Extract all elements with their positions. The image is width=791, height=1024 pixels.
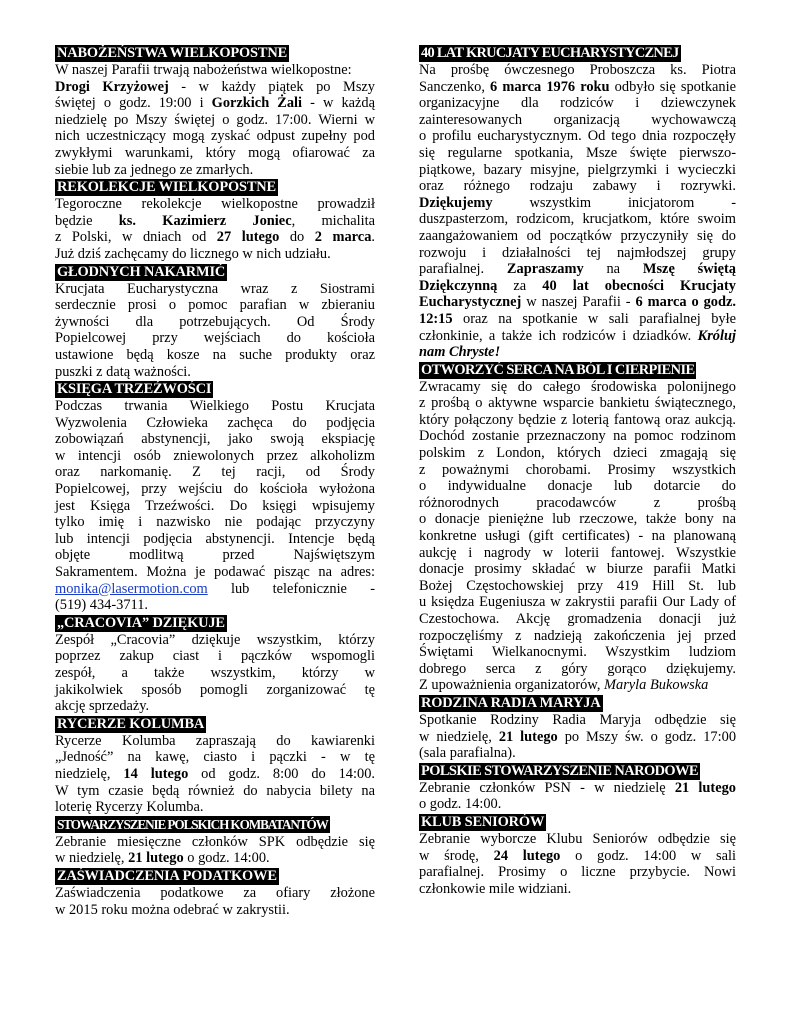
section-body <box>55 885 375 918</box>
section-header: KSIĘGA TRZEŹWOŚCI <box>57 381 212 398</box>
text-line: ustawione będą kosze na suche produkty oraz <box>55 346 375 363</box>
text-line: zainteresowanych organizacją wychowawczą <box>419 111 736 128</box>
text-line: który połączony będzie z loterią fantową oraz aukcją. <box>419 411 736 428</box>
email-link[interactable]: monika@lasermotion.com <box>55 580 208 597</box>
text-line: Zwracamy się do całego środowiska polonijnego <box>419 378 736 395</box>
text-line: Zaświadczenia podatkowe za ofiary złożone <box>55 884 375 901</box>
text-line: różnorodnych pracodawców z prośbą <box>419 494 736 511</box>
section-zaswiadczenia <box>55 867 375 918</box>
text-line: W tym czasie będą również do nabycia bilety na <box>55 782 375 799</box>
text-line: z Polski, w dniach od 27 lutego do 2 marca. <box>55 229 375 246</box>
text-line: oraz narkomanię. Z tej racji, od Środy <box>55 464 375 481</box>
section-header: STOWARZYSZENIE POLSKICH KOMBATANTÓW <box>57 816 328 832</box>
text-line: siebie lub za jednego ze zmarłych. <box>55 161 254 178</box>
section-header: NABOŻEŃSTWA WIELKOPOSTNE <box>57 45 288 61</box>
text-line: członkinie, a także ich rodziców i dziadków. Króluj <box>419 327 736 344</box>
text-line: w 2015 roku można odebrać w zakrystii. <box>55 901 290 918</box>
section-header: GŁODNYCH NAKARMIĆ <box>57 263 226 280</box>
section-body <box>55 834 375 867</box>
section-header: REKOLEKCJE WIELKOPOSTNE <box>57 179 276 196</box>
section-rycerze <box>55 715 375 816</box>
text-line: Zebranie wyborcze Klubu Seniorów odbędzie się <box>419 830 736 847</box>
text-line: rozwoju i działalności tej najmłodszej grupy <box>419 244 736 261</box>
text-line: akcję sprzedaży. <box>55 698 150 715</box>
text-line: w niedzielę, 21 lutego o godz. 14:00. <box>55 850 270 867</box>
text-line: nich uczestniczący mogą zyskać odpust zupełny pod <box>55 128 375 145</box>
text-line: jest Księga Trzeźwości. Do księgi wpisujemy <box>55 497 375 514</box>
text-line: z prośbą o aktywne wsparcie bankietu świątecznego, <box>419 395 736 412</box>
section-krucjata <box>419 44 736 361</box>
text-line: żywności dla potrzebujących. Od Środy <box>55 313 375 330</box>
text-line: lub intencji podjęcia abstynencji. Intencje będą <box>55 530 375 547</box>
section-body <box>419 379 736 694</box>
text-line: Bożej Częstochowskiej przy 419 Hill St. lub <box>419 577 736 594</box>
text-line: nam Chryste! <box>419 344 501 361</box>
text-line: zwykłymi warunkami, który mogą ofiarować za <box>55 144 375 161</box>
section-radio-maryja <box>419 694 736 762</box>
text-line: Sakramentem. Można je podawać pisząc na adres: <box>55 564 375 581</box>
text-line: Drogi Krzyżowej - w każdy piątek po Mszy <box>55 78 375 95</box>
section-psn <box>419 762 736 813</box>
text-line: piątkowe, bazary misyjne, pielgrzymki i wycieczki <box>419 161 736 178</box>
section-ksiega <box>55 380 375 614</box>
text-line: Zebranie miesięczne członków SPK odbędzie się <box>55 833 375 850</box>
text-line: świętej o godz. 19:00 i Gorzkich Żali - w każdą <box>55 95 375 112</box>
text-line: Wyzwolenia Człowieka zachęca do podjęcia <box>55 414 375 431</box>
section-rekolekcje <box>55 178 375 262</box>
section-header: ZAŚWIADCZENIA PODATKOWE <box>57 867 277 884</box>
text-line: o profilu eucharystycznym. Od tego dnia rozpoczęły <box>419 128 736 145</box>
text-line: Tegoroczne rekolekcje wielkopostne prowadził <box>55 196 375 213</box>
text-line: o indywidualne donacje lub dotarcie do <box>419 478 736 495</box>
text-line: puszki z datą ważności. <box>55 363 191 380</box>
text-line: parafialnej. Zapraszamy na Mszę świętą <box>419 261 737 278</box>
text-line: organizacyjne dla rodziców i dziewczynek <box>419 95 736 112</box>
signature: Maryla Bukowska <box>604 677 709 694</box>
text-line: Już dziś zachęcamy do licznego w nich udziału. <box>55 245 331 262</box>
text-line: serdecznie prosi o pomoc parafian w zbieraniu <box>55 297 375 314</box>
text-line: członkowie mile widziani. <box>419 880 572 897</box>
text-line: Dziękujemy wszystkim inicjatorom - <box>419 194 736 211</box>
text-line: Popielcowej przy wejściach do kościoła <box>55 330 375 347</box>
text-line: Na prośbę ówczesnego Proboszcza ks. Piotra <box>419 62 736 78</box>
section-body <box>55 196 375 262</box>
text-line: z poważnymi chorobami. Prosimy wszystkich <box>419 461 736 478</box>
text-line: w niedzielę, 21 lutego po Mszy św. o godz. 17:00 <box>419 728 737 745</box>
section-spk <box>55 816 375 867</box>
text-line: Popielcowej, przy wejściu do kościoła wyłożona <box>55 481 375 498</box>
text-line: Z upoważnienia organizatorów, Maryla Bukowska <box>419 677 709 694</box>
text-line: się regularne spotkania, Msze święte pierwszo- <box>419 144 736 161</box>
text-line: polskim z London, których dzieci zmagają się <box>419 445 736 462</box>
section-body <box>55 62 375 178</box>
left-column <box>55 44 375 918</box>
text-line: poprzez zakup ciast i pączków wspomogli <box>55 648 375 665</box>
section-body <box>419 831 736 897</box>
text-line: Czestochowa. Akcję gromadzenia donacji już <box>419 611 736 627</box>
text-line: rozpoczęliśmy z nadzieją zakończenia jej przed <box>419 627 736 644</box>
section-header: RODZINA RADIA MARYJA <box>421 694 601 711</box>
text-line: objęte modlitwą przed Najświętszym <box>55 547 375 564</box>
text-line: duszpasterzom, rodzicom, krucjatkom, które swoim <box>419 211 736 228</box>
text-line: loterię Rycerzy Kolumba. <box>55 799 204 816</box>
text-line: Zespół „Cracovia” dziękuje wszystkim, którzy <box>55 631 375 648</box>
text-line: W naszej Parafii trwają nabożeństwa wielkopostne: <box>55 62 352 78</box>
text-line: Krucjata Eucharystyczna wraz z Siostrami <box>55 280 375 297</box>
text-line: zespół, a także wszystkim, którzy w <box>55 665 375 681</box>
text-line: Podczas trwania Wielkiego Postu Krucjata <box>55 398 375 415</box>
text-line: aukcję i nagrody w loterii fantowej. Wszystkie <box>419 544 736 561</box>
section-header: OTWORZYĆ SERCA NA BÓL I CIERPIENIE <box>421 361 695 378</box>
text-line: Dochód zostanie przeznaczony na pomoc rodzinom <box>419 428 736 445</box>
text-line: parafialnej. Prosimy o liczne przybycie. Nowi <box>419 864 736 881</box>
text-line: dobrego serca z góry gorąco dziękujemy. <box>419 660 736 677</box>
text-line: oraz różnego rodzaju zabawy i rozrywki. <box>419 178 736 195</box>
text-line: Dziękczynną za 40 lat obecności Krucjaty <box>419 277 736 294</box>
text-line: Sanczenko, 6 marca 1976 roku odbyło się spotkanie <box>419 78 737 95</box>
section-body <box>419 62 736 361</box>
text-line: zaangażowaniem od początków przyczyniły się do <box>419 227 736 244</box>
text-line: Świętami Wielkanocnymi. Wszystkim ludziom <box>419 644 736 661</box>
text-line: o godz. 14:00. <box>419 796 502 813</box>
text-line: 12:15 oraz na spotkanie w sali parafialnej byłe <box>419 310 736 327</box>
text-line: o donacje pieniężne lub rzeczowe, także bony na <box>419 511 736 528</box>
text-line: monika@lasermotion.com lub telefonicznie - <box>55 580 375 597</box>
text-line: Zebranie członków PSN - w niedzielę 21 lutego <box>419 779 736 796</box>
right-column <box>419 44 736 897</box>
text-line: u księdza Eugeniusza w zakrystii parafii Our Lady of <box>419 594 736 611</box>
section-header: POLSKIE STOWARZYSZENIE NARODOWE <box>421 762 698 779</box>
section-body <box>55 733 375 816</box>
section-body <box>55 281 375 381</box>
text-line: konkretne usługi (gift certificates) - na planowaną <box>419 528 736 545</box>
text-line: (sala parafialna). <box>419 745 516 762</box>
text-line: „Jedność” na kawę, ciasto i pączki - w tę <box>55 749 375 766</box>
section-cracovia <box>55 614 375 715</box>
section-otworzyc-serca <box>419 361 736 694</box>
text-line: Rycerze Kolumba zapraszają do kawiarenki <box>55 732 375 749</box>
text-line: donacje prosimy składać w biurze parafii Matki <box>419 561 736 578</box>
section-header: RYCERZE KOLUMBA <box>57 715 205 732</box>
section-glodnych <box>55 263 375 381</box>
section-header: 40 LAT KRUCJATY EUCHARYSTYCZNEJ <box>421 45 679 61</box>
section-body <box>55 398 375 614</box>
text-line: Eucharystycznej w naszej Parafii - 6 marca o godz. <box>419 294 736 311</box>
section-nabozenstwa <box>55 44 375 178</box>
text-line: niedzielę po Mszy świętej o godz. 17:00. Wierni w <box>55 111 375 128</box>
section-header: „CRACOVIA” DZIĘKUJE <box>57 614 225 631</box>
section-klub-seniorow <box>419 813 736 897</box>
text-line: zobowiązań abstynencji, jako swoją ekspiację <box>55 431 375 448</box>
text-line: będzie ks. Kazimierz Joniec, michalita <box>55 212 375 229</box>
text-line: Spotkanie Rodziny Radia Maryja odbędzie się <box>419 711 736 728</box>
text-line: w intencji osób zniewolonych przez alkoholizm <box>55 447 375 464</box>
section-body <box>55 632 375 715</box>
text-line: jakikolwiek sposób pomogli zorganizować tę <box>55 681 375 698</box>
text-line: (519) 434-3711. <box>55 597 148 614</box>
text-line: w środę, 24 lutego o godz. 14:00 w sali <box>419 847 737 864</box>
text-line: tylko imię i nazwisko nie podając przyczyny <box>55 514 375 531</box>
section-body <box>419 712 736 762</box>
section-body <box>419 780 736 813</box>
section-header: KLUB SENIORÓW <box>421 813 545 830</box>
text-line: niedzielę, 14 lutego od godz. 8:00 do 14:00. <box>55 765 375 782</box>
